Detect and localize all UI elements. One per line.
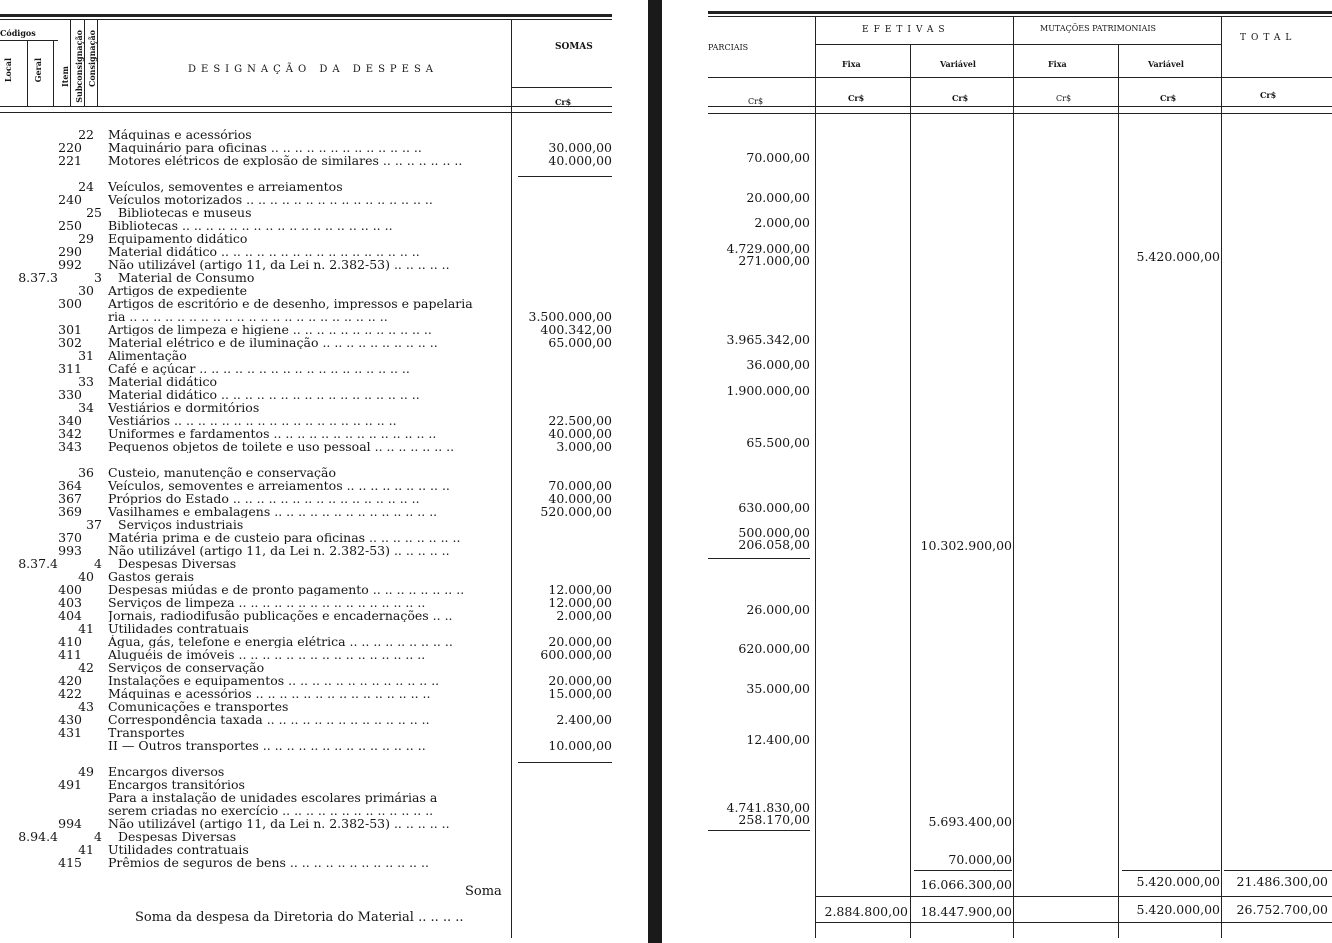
row-group-number: 4 [94, 556, 102, 571]
row-item-code: 240 [58, 192, 82, 207]
expense-row [0, 609, 648, 622]
row-description: Máquinas e acessórios .. .. .. .. .. .. .. .. .. .. .. .. .. .. .. [108, 687, 431, 700]
codigos-label: Códigos [0, 28, 36, 38]
parciais-currency: Cr$ [748, 97, 764, 106]
total-heading: TOTAL [1240, 33, 1297, 43]
row-item-code: 330 [58, 387, 82, 402]
parcial-value: 271.000,00 [738, 253, 810, 268]
row-item-code: 400 [58, 582, 82, 597]
row-group-number: 29 [78, 231, 94, 246]
subheading-rule [816, 44, 1222, 45]
soma-total: 21.486.300,00 [1236, 874, 1328, 889]
row-item-code: 364 [58, 478, 82, 493]
soma-rule [1122, 870, 1220, 871]
row-description: Despesas Diversas [118, 830, 237, 843]
soma-rule [914, 870, 1012, 871]
row-group-number: 40 [78, 569, 94, 584]
top-rule-thin [0, 19, 612, 20]
expense-row [0, 154, 648, 167]
top-rule [708, 11, 1332, 14]
expense-row [0, 284, 648, 297]
row-description: Para a instalação de unidades escolares primárias a [108, 791, 438, 804]
row-group-number: 42 [78, 660, 94, 675]
row-amount: 65.000,00 [548, 335, 612, 350]
row-description: Serviços de conservação [108, 661, 265, 674]
row-amount: 40.000,00 [548, 153, 612, 168]
expense-row [0, 388, 648, 401]
row-group-number: 34 [78, 400, 94, 415]
parcial-value: 4.741.830,00 [726, 800, 810, 815]
row-group-number: 30 [78, 283, 94, 298]
mut-variavel-value: 5.420.000,00 [1136, 249, 1220, 264]
expense-row [0, 648, 648, 661]
currency-rule [708, 77, 1332, 78]
row-amount: 12.000,00 [548, 595, 612, 610]
row-description: Instalações e equipamentos .. .. .. .. .. .. .. .. .. .. .. .. .. [108, 674, 440, 687]
grand-total-rule-bottom [816, 922, 1332, 923]
row-group-number: 25 [86, 205, 102, 220]
row-item-code: 311 [58, 361, 82, 376]
parcial-value: 1.900.000,00 [726, 383, 810, 398]
row-description: Veículos motorizados .. .. .. .. .. .. .. .. .. .. .. .. .. .. .. .. [108, 193, 433, 206]
parciais-heading: PARCIAIS [708, 43, 749, 52]
col-divider [910, 44, 911, 938]
mutacoes-heading: MUTAÇÕES PATRIMONIAIS [1040, 24, 1156, 33]
parcial-value: 3.965.342,00 [726, 332, 810, 347]
row-description: Bibliotecas .. .. .. .. .. .. .. .. .. .. .. .. .. .. .. .. .. .. [108, 219, 393, 232]
header-bottom-rule [708, 106, 1332, 107]
row-description: serem criadas no exercício .. .. .. .. .. .. .. .. .. .. .. .. .. [108, 804, 434, 817]
row-item-code: 302 [58, 335, 82, 350]
soma-mut-variavel: 5.420.000,00 [1136, 874, 1220, 889]
row-local-code: 8.94.4 [18, 829, 58, 844]
header-bottom-rule-2 [708, 113, 1332, 114]
consignacao-label: Consignação [87, 30, 97, 88]
row-group-number: 4 [94, 829, 102, 844]
row-amount: 600.000,00 [540, 647, 612, 662]
expense-row [0, 232, 648, 245]
row-description: Gastos gerais [108, 570, 195, 583]
total-currency: Cr$ [1260, 90, 1277, 100]
header-bottom-rule [0, 106, 612, 107]
row-description: Utilidades contratuais [108, 622, 249, 635]
parcial-value: 500.000,00 [738, 525, 810, 540]
expense-row [0, 349, 648, 362]
row-description: Serviços industriais [118, 518, 244, 531]
col-divider [53, 40, 54, 106]
parcial-value: 12.400,00 [746, 732, 810, 747]
row-description: Uniformes e fardamentos .. .. .. .. .. .. .. .. .. .. .. .. .. .. [108, 427, 437, 440]
row-amount: 30.000,00 [548, 140, 612, 155]
book-spine [648, 0, 662, 943]
row-description: Material didático .. .. .. .. .. .. .. .. .. .. .. .. .. .. .. .. .. [108, 245, 420, 258]
top-rule [0, 14, 612, 17]
row-amount: 70.000,00 [548, 478, 612, 493]
somas-currency: Cr$ [555, 97, 572, 107]
parcial-value: 36.000,00 [746, 357, 810, 372]
parcial-value: 2.000,00 [754, 215, 810, 230]
row-group-number: 41 [78, 842, 94, 857]
row-description: Material didático .. .. .. .. .. .. .. .. .. .. .. .. .. .. .. .. .. [108, 388, 420, 401]
expense-row [0, 180, 648, 193]
soma-ef-variavel: 16.066.300,00 [920, 877, 1012, 892]
top-rule-thin [708, 16, 1332, 17]
row-description: Não utilizável (artigo 11, da Lei n. 2.382-53) .. .. .. .. .. [108, 258, 450, 271]
ef-variavel-value: 10.302.900,00 [920, 538, 1012, 553]
row-item-code: 992 [58, 257, 82, 272]
expense-row [0, 206, 648, 219]
row-description: Material de Consumo [118, 271, 255, 284]
row-description: Comunicações e transportes [108, 700, 289, 713]
parcial-value: 65.500,00 [746, 435, 810, 450]
row-description: Vasilhames e embalagens .. .. .. .. .. .. .. .. .. .. .. .. .. .. [108, 505, 438, 518]
row-item-code: 370 [58, 530, 82, 545]
col-divider [1013, 16, 1014, 938]
soma-rule [1224, 870, 1332, 871]
row-description: Correspondência taxada .. .. .. .. .. .. .. .. .. .. .. .. .. .. [108, 713, 430, 726]
subconsignacao-label: Subconsignação [74, 30, 84, 103]
row-amount: 2.400,00 [556, 712, 612, 727]
row-description: Artigos de limpeza e higiene .. .. .. .. .. .. .. .. .. .. .. .. [108, 323, 432, 336]
row-item-code: 250 [58, 218, 82, 233]
grand-ef-variavel: 18.447.900,00 [920, 904, 1012, 919]
row-description: II — Outros transportes .. .. .. .. .. .. .. .. .. .. .. .. .. .. [108, 739, 426, 752]
row-group-number: 3 [94, 270, 102, 285]
row-description: Alimentação [108, 349, 187, 362]
expense-row [0, 245, 648, 258]
row-amount: 3.000,00 [556, 439, 612, 454]
expense-row [0, 219, 648, 232]
col-divider [815, 16, 816, 938]
row-amount: 40.000,00 [548, 426, 612, 441]
row-description: Água, gás, telefone e energia elétrica .. .. .. .. .. .. .. .. .. [108, 635, 453, 648]
row-item-code: 220 [58, 140, 82, 155]
codigos-rule [0, 40, 58, 41]
row-item-code: 431 [58, 725, 82, 740]
parcial-value: 70.000,00 [746, 150, 810, 165]
row-description: Material didático [108, 375, 218, 388]
row-description: Artigos de expediente [108, 284, 248, 297]
row-description: Jornais, radiodifusão publicações e encadernações .. .. [108, 609, 453, 622]
grand-total-rule [816, 896, 1332, 897]
row-item-code: 415 [58, 855, 82, 870]
expense-row [0, 843, 648, 856]
row-amount: 15.000,00 [548, 686, 612, 701]
row-item-code: 369 [58, 504, 82, 519]
row-group-number: 41 [78, 621, 94, 636]
subtotal-rule [518, 762, 612, 763]
parcial-value: 35.000,00 [746, 681, 810, 696]
row-group-number: 49 [78, 764, 94, 779]
parcial-value: 20.000,00 [746, 190, 810, 205]
expense-row [0, 336, 648, 349]
row-item-code: 343 [58, 439, 82, 454]
row-description: Utilidades contratuais [108, 843, 249, 856]
parcial-value: 630.000,00 [738, 500, 810, 515]
row-description: Vestiários .. .. .. .. .. .. .. .. .. .. .. .. .. .. .. .. .. .. .. [108, 414, 397, 427]
row-item-code: 420 [58, 673, 82, 688]
expense-row [0, 765, 648, 778]
expense-row [0, 440, 648, 453]
ef-fixa-heading: Fixa [842, 59, 861, 69]
row-description: Prêmios de seguros de bens .. .. .. .. .. .. .. .. .. .. .. .. [108, 856, 429, 869]
grand-mut-variavel: 5.420.000,00 [1136, 902, 1220, 917]
row-item-code: 221 [58, 153, 82, 168]
row-description: Transportes [108, 726, 185, 739]
row-local-code: 8.37.3 [18, 270, 58, 285]
row-description: Encargos diversos [108, 765, 225, 778]
expense-row [0, 375, 648, 388]
row-item-code: 994 [58, 816, 82, 831]
row-item-code: 410 [58, 634, 82, 649]
item-label: Item [60, 66, 70, 87]
row-description: Bibliotecas e museus [118, 206, 252, 219]
row-item-code: 430 [58, 712, 82, 727]
left-page [0, 0, 648, 943]
row-group-number: 24 [78, 179, 94, 194]
row-item-code: 342 [58, 426, 82, 441]
mut-fixa-heading: Fixa [1048, 59, 1067, 69]
ef-variavel-currency: Cr$ [952, 93, 969, 103]
right-page [662, 0, 1332, 943]
ef-variavel-heading: Variável [940, 59, 976, 69]
row-item-code: 491 [58, 777, 82, 792]
row-item-code: 404 [58, 608, 82, 623]
expense-row [0, 700, 648, 713]
expense-row [0, 271, 648, 284]
parcial-value: 258.170,00 [738, 812, 810, 827]
row-description: Veículos, semoventes e arreiamentos .. .. .. .. .. .. .. .. .. [108, 479, 450, 492]
row-description: Custeio, manutenção e conservação [108, 466, 336, 479]
row-amount: 40.000,00 [548, 491, 612, 506]
row-local-code: 8.37.4 [18, 556, 58, 571]
row-description: Matéria prima e de custeio para oficinas .. .. .. .. .. .. .. .. [108, 531, 461, 544]
row-amount: 20.000,00 [548, 673, 612, 688]
efetivas-heading: EFETIVAS [862, 25, 950, 35]
row-description: Veículos, semoventes e arreiamentos [108, 180, 343, 193]
row-description: Equipamento didático [108, 232, 248, 245]
row-description: Café e açúcar .. .. .. .. .. .. .. .. .. .. .. .. .. .. .. .. .. .. [108, 362, 410, 375]
parcial-value: 620.000,00 [738, 641, 810, 656]
header-bottom-rule-2 [0, 112, 612, 113]
expense-row [0, 557, 648, 570]
expense-row [0, 856, 648, 869]
somas-heading: SOMAS [555, 42, 593, 52]
row-amount: 22.500,00 [548, 413, 612, 428]
row-group-number: 37 [86, 517, 102, 532]
ef-variavel-value: 5.693.400,00 [928, 814, 1012, 829]
expense-row [0, 739, 648, 752]
row-amount: 520.000,00 [540, 504, 612, 519]
parcial-value: 26.000,00 [746, 602, 810, 617]
soma-label: Soma [465, 884, 502, 899]
col-divider [27, 40, 28, 106]
mut-variavel-heading: Variável [1148, 59, 1184, 69]
expense-row [0, 830, 648, 843]
col-divider [1118, 44, 1119, 938]
row-item-code: 290 [58, 244, 82, 259]
row-description: Vestiários e dormitórios [108, 401, 260, 414]
col-divider [84, 20, 85, 106]
local-label: Local [3, 58, 13, 83]
expense-row [0, 791, 648, 804]
row-group-number: 22 [78, 127, 94, 142]
row-description: Não utilizável (artigo 11, da Lei n. 2.382-53) .. .. .. .. .. [108, 817, 450, 830]
subtotal-rule [708, 558, 810, 559]
row-group-number: 31 [78, 348, 94, 363]
col-divider [70, 20, 71, 106]
row-item-code: 300 [58, 296, 82, 311]
subtotal-rule [518, 176, 612, 177]
soma-despesa-label: Soma da despesa da Diretoria do Material .. .. .. .. [135, 910, 464, 925]
expense-row [0, 778, 648, 791]
row-description: ria .. .. .. .. .. .. .. .. .. .. .. .. .. .. .. .. .. .. .. .. .. .. [108, 310, 388, 323]
grand-ef-fixa: 2.884.800,00 [824, 904, 908, 919]
row-amount: 12.000,00 [548, 582, 612, 597]
ef-variavel-value: 70.000,00 [948, 852, 1012, 867]
ef-fixa-currency: Cr$ [848, 93, 865, 103]
row-description: Material elétrico e de iluminação .. .. .. .. .. .. .. .. .. .. [108, 336, 438, 349]
expense-row [0, 427, 648, 440]
row-amount: 20.000,00 [548, 634, 612, 649]
col-divider [97, 20, 98, 106]
row-amount: 3.500.000,00 [528, 309, 612, 324]
row-description: Aluguéis de imóveis .. .. .. .. .. .. .. .. .. .. .. .. .. .. .. .. [108, 648, 426, 661]
row-amount: 400.342,00 [540, 322, 612, 337]
row-item-code: 340 [58, 413, 82, 428]
row-description: Despesas miúdas e de pronto pagamento .. .. .. .. .. .. .. .. [108, 583, 465, 596]
geral-label: Geral [33, 58, 43, 83]
row-description: Motores elétricos de explosão de similares .. .. .. .. .. .. .. [108, 154, 463, 167]
expense-row [0, 531, 648, 544]
row-item-code: 422 [58, 686, 82, 701]
expense-row [0, 362, 648, 375]
row-group-number: 36 [78, 465, 94, 480]
mut-variavel-currency: Cr$ [1160, 93, 1177, 103]
subtotal-rule [708, 830, 810, 831]
designacao-heading: DESIGNAÇÃO DA DESPESA [188, 64, 439, 75]
row-item-code: 411 [58, 647, 82, 662]
expense-row [0, 596, 648, 609]
row-description: Serviços de limpeza .. .. .. .. .. .. .. .. .. .. .. .. .. .. .. .. [108, 596, 426, 609]
row-description: Pequenos objetos de toilete e uso pessoal .. .. .. .. .. .. .. [108, 440, 455, 453]
mut-fixa-currency: Cr$ [1056, 94, 1072, 103]
row-description: Encargos transitórios [108, 778, 245, 791]
parcial-value: 206.058,00 [738, 537, 810, 552]
row-item-code: 301 [58, 322, 82, 337]
expense-row [0, 804, 648, 817]
row-description: Artigos de escritório e de desenho, impressos e papelaria [108, 297, 473, 310]
parcial-value: 4.729.000,00 [726, 241, 810, 256]
somas-rule [512, 87, 612, 88]
col-divider [1221, 16, 1222, 938]
row-description: Máquinas e acessórios [108, 128, 252, 141]
row-group-number: 43 [78, 699, 94, 714]
row-item-code: 367 [58, 491, 82, 506]
row-description: Maquinário para oficinas .. .. .. .. .. .. .. .. .. .. .. .. .. [108, 141, 422, 154]
row-description: Não utilizável (artigo 11, da Lei n. 2.382-53) .. .. .. .. .. [108, 544, 450, 557]
row-group-number: 33 [78, 374, 94, 389]
row-item-code: 403 [58, 595, 82, 610]
row-amount: 2.000,00 [556, 608, 612, 623]
expense-row [0, 713, 648, 726]
row-description: Despesas Diversas [118, 557, 237, 570]
row-description: Próprios do Estado .. .. .. .. .. .. .. .. .. .. .. .. .. .. .. .. [108, 492, 420, 505]
row-item-code: 993 [58, 543, 82, 558]
expense-row [0, 518, 648, 531]
expense-row [0, 687, 648, 700]
grand-total: 26.752.700,00 [1236, 902, 1328, 917]
row-amount: 10.000,00 [548, 738, 612, 753]
